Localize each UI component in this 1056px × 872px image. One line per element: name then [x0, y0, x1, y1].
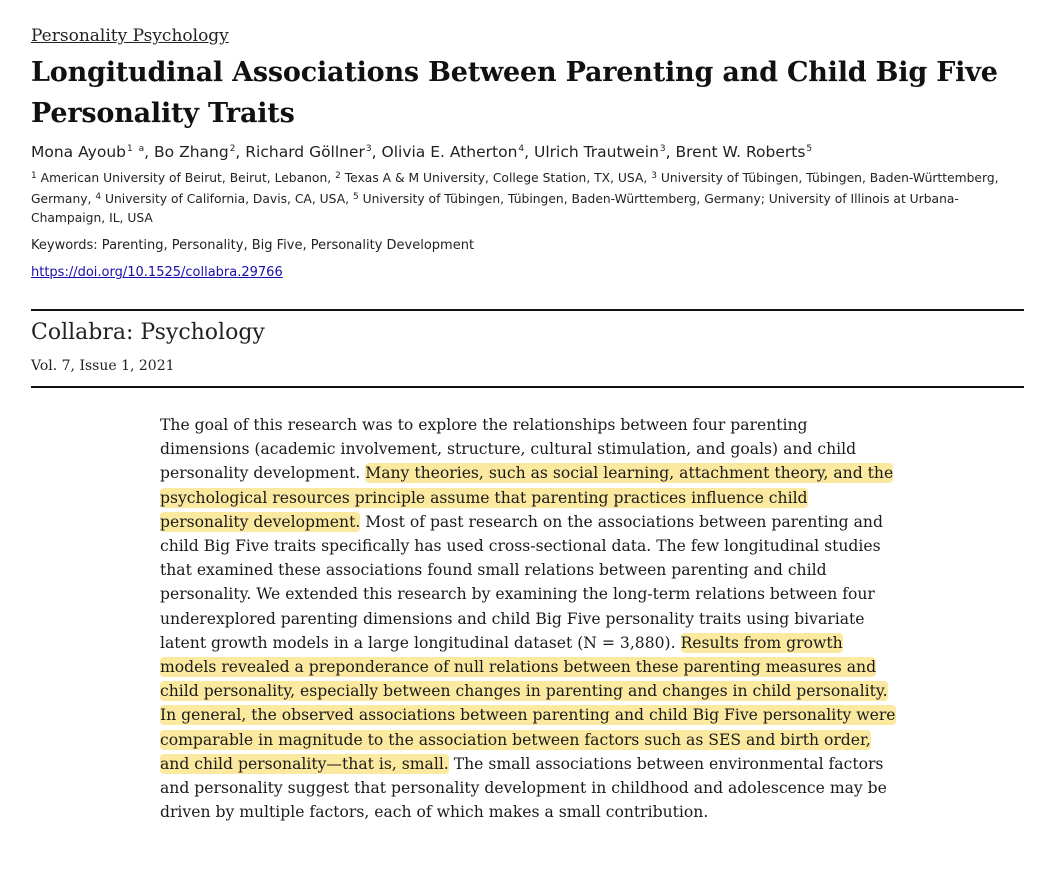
abstract — [160, 413, 900, 824]
abstract-text: The small associations between environmental factors and personality suggest that personality development in childhood and adolescence may be driven by multiple factors, each of which makes a small contribution. — [160, 754, 887, 822]
author[interactable]: Mona Ayoub$^1$ $^a$ — [31, 143, 145, 161]
author[interactable]: Bo Zhang$^2$ — [154, 143, 236, 161]
author[interactable]: Ulrich Trautwein$^3$ — [534, 143, 666, 161]
volume-info: Vol. 7, Issue 1, 2021 — [31, 358, 175, 374]
divider-top — [31, 309, 1024, 311]
abstract-text: The goal of this research was to explore the relationships between four parenting dimensions (academic involvement, structure, cultural stimulation, and goals) and child personality development. — [160, 416, 857, 483]
author[interactable]: Richard Göllner$^3$ — [245, 143, 372, 161]
author-list: Mona Ayoub$^1$ $^a$, Bo Zhang$^2$, Richard Göllner$^3$, Olivia E. Atherton$^4$, Ulrich Trautwein$^3$, Brent W. Roberts$^5$ — [31, 143, 813, 161]
section-link[interactable]: Personality Psychology — [31, 26, 229, 46]
journal-name: Collabra: Psychology — [31, 320, 265, 345]
abstract-text: Most of past research on the associations between parenting and child Big Five traits specifically has used cross-sectional data. The few longitudinal studies that examined these associations found small relations between parenting and child personality. We extended this research by examining the long-term relations between four underexplored parenting dimensions and child Big Five personality traits using bivariate latent growth models in a large longitudinal dataset (N = 3,880). — [160, 512, 883, 652]
corresponding-mark: a — [138, 144, 145, 154]
doi-link[interactable]: https://doi.org/10.1525/collabra.29766 — [31, 265, 283, 280]
highlighted-text[interactable]: Many theories, such as social learning, attachment theory, and the psychological resources principle assume that parenting practices influence child personality development. — [160, 464, 894, 531]
author[interactable]: Brent W. Roberts$^5$ — [675, 143, 813, 161]
article-title: Longitudinal Associations Between Parenting and Child Big Five Personality Traits — [31, 57, 998, 129]
article-header — [31, 24, 1024, 282]
author[interactable]: Olivia E. Atherton$^4$ — [381, 143, 525, 161]
divider-bottom — [31, 386, 1024, 388]
affiliations: $^1$ American University of Beirut, Beirut, Lebanon, $^2$ Texas A & M University, College Station, TX, USA, $^3$ University of Tübingen, Tübingen, Baden-Württemberg, Germany, $^4$ University of California, Davis, CA, USA, $^5$ University of Tübingen, Tübingen, Baden-Württemberg, Germany; University of Illinois at Urbana-Champaign, IL, USA — [31, 171, 999, 225]
keywords: Keywords: Parenting, Personality, Big Five, Personality Development — [31, 238, 475, 253]
highlighted-text[interactable]: Results from growth models revealed a preponderance of null relations between these parenting measures and child personality, especially between changes in parenting and changes in child personality. In general, the observed associations between parenting and child Big Five personality were comparable in magnitude to the association between factors such as SES and birth order, and child personality—that is, small. — [160, 633, 896, 773]
